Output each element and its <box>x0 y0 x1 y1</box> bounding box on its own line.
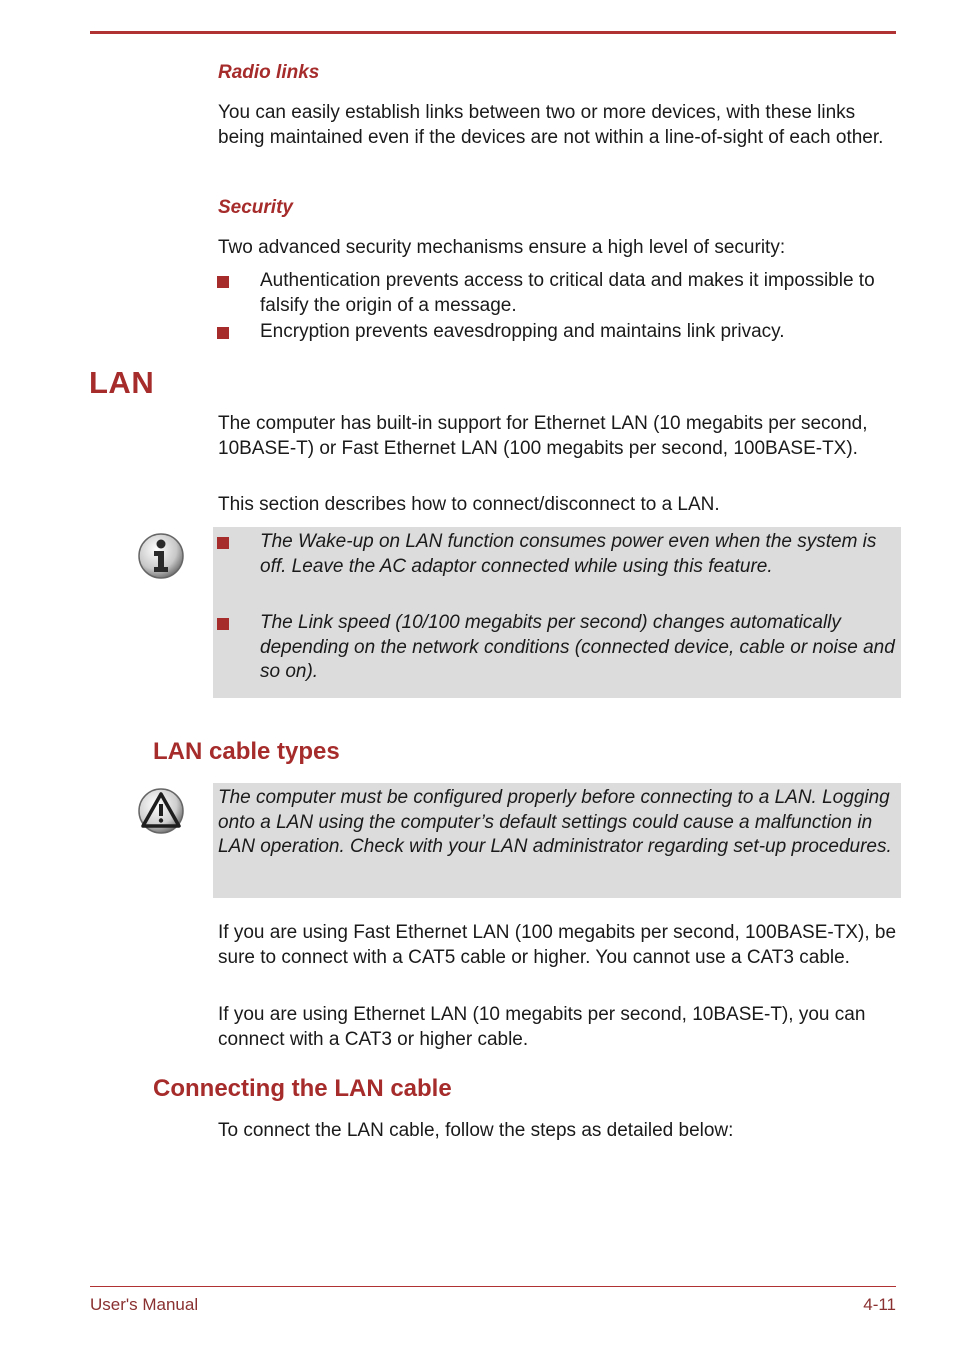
footer-title: User's Manual <box>90 1295 199 1314</box>
list-item-text: Encryption prevents eavesdropping and maintains link privacy. <box>260 321 785 342</box>
subsection-heading-lan-cable-types: LAN cable types <box>153 738 340 765</box>
warning-icon <box>137 787 185 835</box>
bullet-square-icon <box>217 537 229 549</box>
list-item-text: Authentication prevents access to critical data and makes it impossible to falsify the origin of a message. <box>260 270 875 316</box>
connecting-para: To connect the LAN cable, follow the steps as detailed below: <box>218 1120 734 1141</box>
bullet-square-icon <box>217 618 229 630</box>
info-icon <box>137 532 185 580</box>
lan-para-2: This section describes how to connect/disconnect to a LAN. <box>218 494 720 515</box>
radio-links-heading: Radio links <box>218 62 320 83</box>
lan-para-1: The computer has built-in support for Ethernet LAN (10 megabits per second, 10BASE-T) or Fast Ethernet LAN (100 megabits per second, 100BASE-TX). <box>218 413 868 459</box>
subsection-heading-connecting: Connecting the LAN cable <box>153 1075 452 1102</box>
list-item-text: The Link speed (10/100 megabits per second) changes automatically depending on the network conditions (connected device, cable or noise and so on). <box>260 612 895 682</box>
lan-cable-para-2: If you are using Ethernet LAN (10 megabits per second, 10BASE-T), you can connect with a CAT3 or higher cable. <box>218 1004 866 1050</box>
security-heading: Security <box>218 197 293 218</box>
footer-rule <box>90 1286 896 1287</box>
bullet-square-icon <box>217 276 229 288</box>
header-rule <box>90 31 896 34</box>
lan-cable-para-1: If you are using Fast Ethernet LAN (100 megabits per second, 100BASE-TX), be sure to connect with a CAT5 cable or higher. You cannot use a CAT3 cable. <box>218 922 897 968</box>
list-item-text: The Wake-up on LAN function consumes power even when the system is off. Leave the AC adaptor connected while using this feature. <box>260 531 877 577</box>
bullet-square-icon <box>217 327 229 339</box>
warning-note-text: The computer must be configured properly before connecting to a LAN. Logging onto a LAN using the computer’s default settings could cause a malfunction in LAN operation. Check with your LAN administrator regarding set-up procedures. <box>218 787 892 857</box>
security-intro: Two advanced security mechanisms ensure a high level of security: <box>218 237 786 258</box>
section-heading-lan: LAN <box>89 365 155 400</box>
page-number: 4-11 <box>863 1295 896 1314</box>
radio-links-body: You can easily establish links between two or more devices, with these links being maintained even if the devices are not within a line-of-sight of each other. <box>218 102 884 148</box>
